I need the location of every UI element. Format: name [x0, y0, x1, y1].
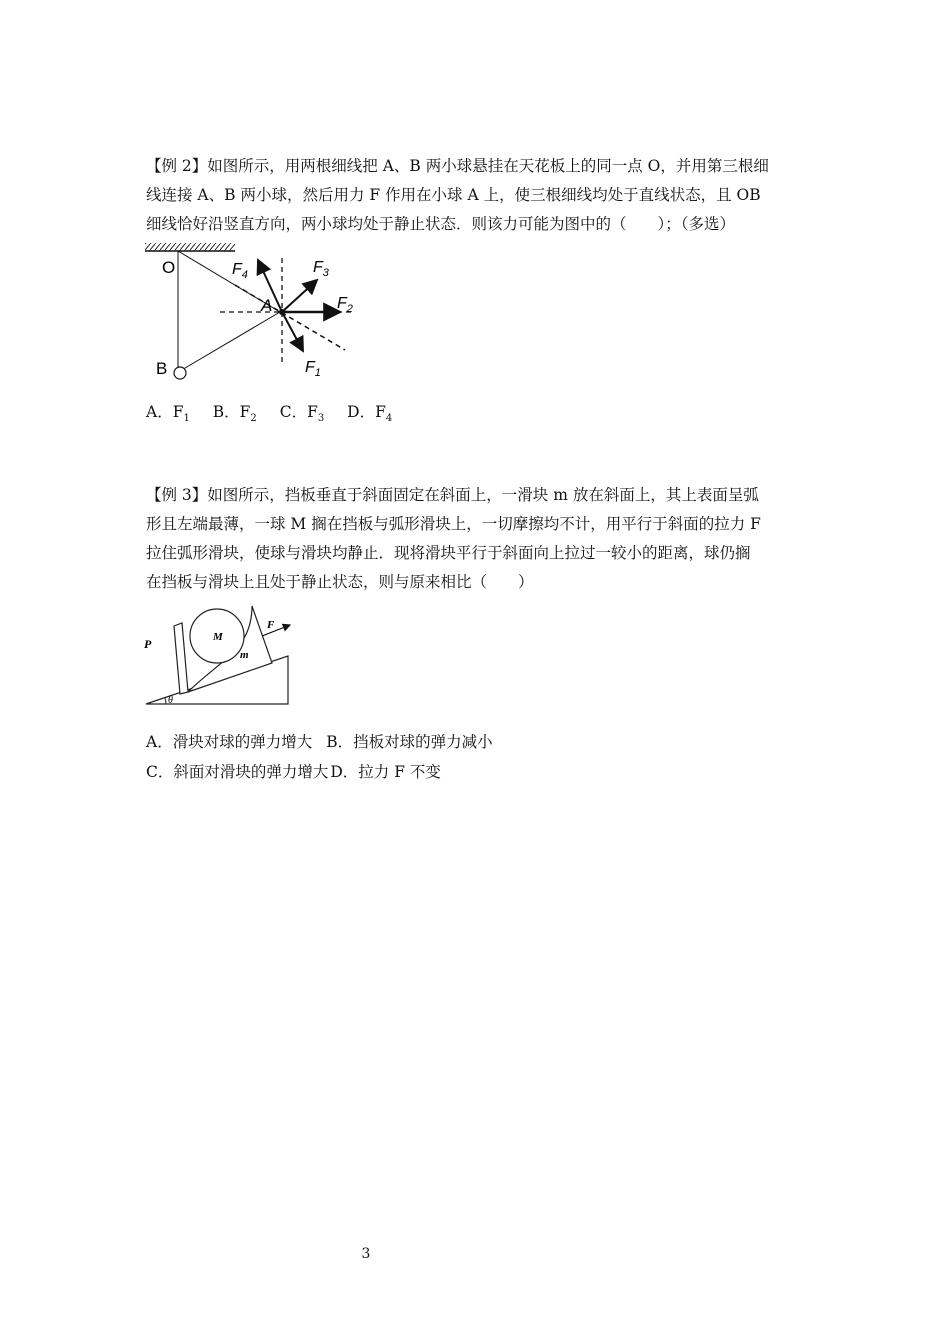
barrier-plate	[174, 623, 188, 694]
example3-line-4: 在挡板与滑块上且处于静止状态，则与原来相比（ ）	[146, 573, 534, 591]
option-B[interactable]: B．$F_2$	[212, 403, 257, 425]
option-B[interactable]: B．挡板对球的弹力减小	[326, 733, 493, 751]
option-A[interactable]: A．滑块对球的弹力增大	[146, 733, 313, 751]
string-AB	[180, 312, 280, 371]
label-F: F	[267, 619, 275, 631]
example2-line-1: 【例 2】如图所示，用两根细线把 A、B 两小球悬挂在天花板上的同一点 O，并用第三根细	[146, 157, 769, 175]
label-F2: $F_2$	[337, 295, 353, 315]
example2-force-diagram	[140, 238, 370, 388]
example2-line-3: 细线恰好沿竖直方向，两小球均处于静止状态．则该力可能为图中的（ ）；（多选）	[146, 215, 736, 233]
option-C[interactable]: C．斜面对滑块的弹力增大	[146, 763, 329, 781]
example3-options-row2	[146, 760, 459, 782]
label-P: P	[144, 637, 152, 651]
label-B: B	[156, 359, 168, 378]
ball-B	[174, 367, 186, 379]
label-theta: θ	[168, 695, 173, 706]
option-A[interactable]: A．$F_1$	[146, 403, 190, 425]
dashed-extension-OA	[235, 285, 345, 350]
label-O: O	[162, 258, 176, 277]
label-A: A	[261, 296, 273, 315]
label-F1: $F_1$	[305, 359, 321, 379]
option-D[interactable]: D．拉力 F 不变	[330, 763, 441, 781]
example2-line-2: 线连接 A、B 两小球，然后用力 F 作用在小球 A 上，使三根细线均处于直线状态，且 OB	[146, 186, 761, 204]
arrow-F3	[282, 280, 317, 312]
example2-question	[146, 152, 806, 239]
page-number: 3	[361, 1246, 371, 1262]
ceiling-hatch	[145, 243, 235, 251]
arrow-F1	[282, 312, 303, 351]
example3-line-3: 拉住弧形滑块，使球与滑块均静止．现将滑块平行于斜面向上拉过一较小的距离，球仍搁	[146, 544, 751, 562]
example3-question	[146, 481, 806, 597]
example3-line-2: 形且左端最薄，一球 M 搁在挡板与弧形滑块上，一切摩擦均不计，用平行于斜面的拉力 F	[146, 515, 761, 533]
example3-options-row1	[146, 730, 511, 752]
example2-options	[146, 400, 410, 424]
label-F3: $F_3$	[313, 259, 329, 279]
ball-A	[279, 309, 285, 315]
option-C[interactable]: C．$F_3$	[279, 403, 325, 425]
option-D[interactable]: D．$F_4$	[347, 403, 393, 425]
example3-line-1: 【例 3】如图所示，挡板垂直于斜面固定在斜面上，一滑块 m 放在斜面上，其上表面呈弧	[146, 486, 759, 504]
label-M: M	[213, 631, 223, 643]
label-m: m	[240, 649, 249, 661]
example3-incline-diagram	[140, 600, 300, 712]
label-F4: $F_4$	[232, 261, 248, 281]
